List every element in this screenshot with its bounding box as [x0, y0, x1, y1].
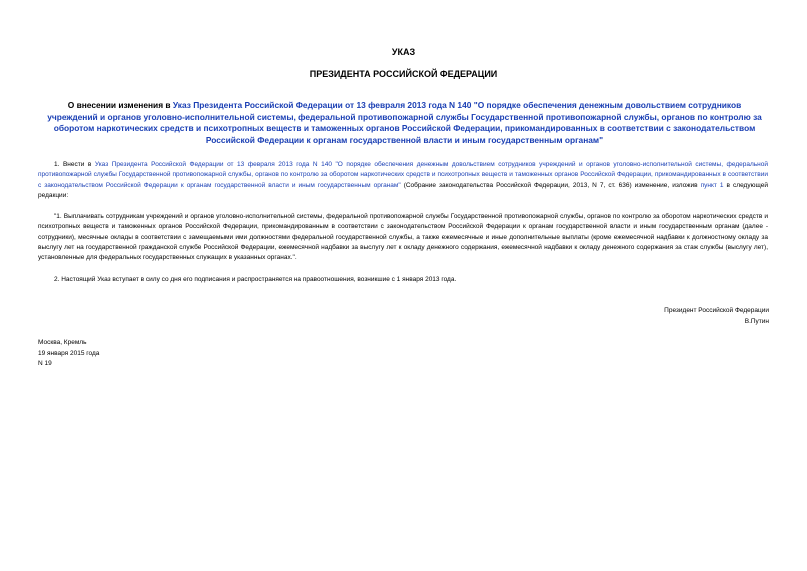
- p1-suffix: в следующей редакции:: [38, 181, 768, 199]
- p1-prefix: 1. Внести в: [54, 161, 95, 168]
- document-heading: [42, 100, 767, 146]
- issuer-title: ПРЕЗИДЕНТА РОССИЙСКОЙ ФЕДЕРАЦИИ: [309, 69, 498, 79]
- p1-item-link[interactable]: пункт 1: [700, 181, 724, 189]
- decree-number: N 19: [38, 360, 52, 367]
- signature-block: [664, 306, 769, 327]
- signing-date: 19 января 2015 года: [38, 349, 100, 357]
- doc-type-title: УКАЗ: [391, 47, 416, 57]
- heading-prefix: О внесении изменения в: [67, 100, 173, 110]
- p1-decree-link[interactable]: Указ Президента Российской Федерации от 13 февраля 2013 года N 140 "О порядке обеспечения денежным довольствием сотрудников учреждений и органов уголовно-исполнительной системы, федеральной противопожарной службы Государственной противопожарной службы, органов по контролю за оборотом наркотических средств и психотропных веществ и таможенных органов Российской Федерации, прикомандированных в соответствии с законодательством Российской Федерации к органам государственной власти и иным государственным органам": [38, 161, 769, 189]
- paragraph-1: [38, 160, 768, 201]
- signatory-position: Президент Российской Федерации: [664, 307, 769, 314]
- paragraph-quoted-amendment: "1. Выплачивать сотрудникам учреждений и органов уголовно-исполнительной системы, федеральной противопожарной службы Государственной противопожарной службы, органов по контролю за оборотом наркотических средств и психотропных веществ и таможенных органов Российской Федерации, прикомандированным в соответствии с законодательством Российской Федерации к органам государственной власти и иным государственным органам (далее - сотрудники), месячные оклады в соответствии с замещаемыми ими должностями федеральной государственной службы, а также ежемесячные и иные дополнительные выплаты (кроме ежемесячной надбавки к должностному окладу за выслугу лет на государственной гражданской службе Российской Федерации, ежемесячной надбавки за выслугу лет к окладу денежного содержания, ежемесячной надбавки к окладу денежного содержания за стаж службы (выслугу лет), установленные для федеральных государственных служащих в указанных органах.".: [38, 213, 768, 262]
- signatory-name: В.Путин: [744, 317, 769, 325]
- paragraph-2: 2. Настоящий Указ вступает в силу со дня его подписания и распространяется на правоотношения, возникшие с 1 января 2013 года.: [54, 276, 457, 283]
- place-date-block: [38, 338, 99, 370]
- p1-middle: (Собрание законодательства Российской Федерации, 2013, N 7, ст. 636) изменение, изложив: [400, 181, 701, 189]
- heading-decree-link[interactable]: Указ Президента Российской Федерации от 13 февраля 2013 года N 140 "О порядке обеспечения денежным довольствием сотрудников учреждений и органов уголовно-исполнительной системы, федеральной противопожарной службы Государственной противопожарной службы, органов по контролю за оборотом наркотических средств и психотропных веществ и таможенных органов Российской Федерации, прикомандированных в соответствии с законодательством Российской Федерации к органам государственной власти и иным государственным органам": [47, 100, 762, 145]
- signing-place: Москва, Кремль: [38, 339, 87, 346]
